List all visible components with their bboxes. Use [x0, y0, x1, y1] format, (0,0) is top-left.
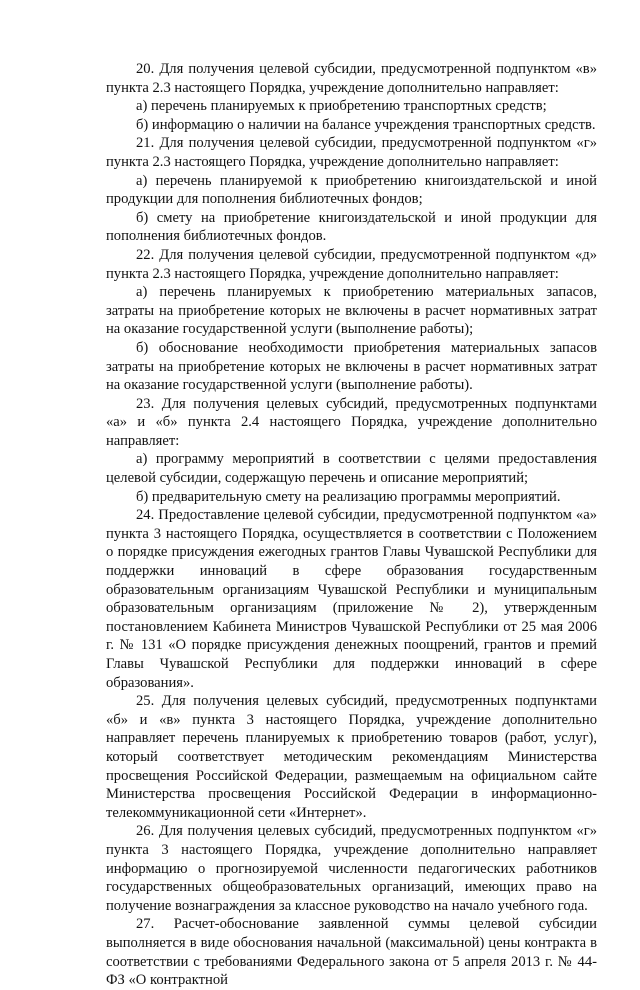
paragraph-24: 24. Предоставление целевой субсидии, предусмотренной подпунктом «а» пункта 3 настоящего Порядка, осуществляется в соответствии с Положением о порядке присуждения ежегодных грантов Главы Чувашской Республики для поддержки инноваций в сфере образования государственным образовательным организациям Чувашской Республики и муниципальным образовательным организациям (приложение № 2), утвержденным постановлением Кабинета Министров Чувашской Республики от 25 мая 2006 г. № 131 «О порядке присуждения денежных поощрений, грантов и премий Главы Чувашской Республики для поддержки инноваций в сфере образования».	[106, 507, 597, 691]
paragraph-23: 23. Для получения целевых субсидий, предусмотренных подпунктами «а» и «б» пункта 2.4 настоящего Порядка, учреждение дополнительно направляет:	[106, 395, 597, 449]
paragraph-20: 20. Для получения целевой субсидии, предусмотренной подпунктом «в» пункта 2.3 настоящего Порядка, учреждение дополнительно направляет:	[106, 61, 597, 96]
paragraph-26: 26. Для получения целевых субсидий, предусмотренных подпунктом «г» пункта 3 настоящего Порядка, учреждение дополнительно направляет информацию о прогнозируемой численности педагогических работников государственных общеобразовательных организаций, имеющих право на получение вознаграждения за классное руководство на начало учебного года.	[106, 823, 597, 914]
paragraph-21a: а) перечень планируемой к приобретению книгоиздательской и иной продукции для пополнения библиотечных фондов;	[106, 172, 597, 208]
paragraph-27: 27. Расчет-обоснование заявленной суммы целевой субсидии выполняется в виде обоснования начальной (максимальной) цены контракта в соответствии с требованиями Федерального закона от 5 апреля 2013 г. № 44-ФЗ «О контрактной	[106, 916, 597, 989]
paragraph-20b: б) информацию о наличии на балансе учреждения транспортных средств.	[136, 116, 596, 133]
paragraph-23a: а) программу мероприятий в соответствии с целями предоставления целевой субсидии, содержащую перечень и описание мероприятий;	[106, 451, 597, 487]
paragraph-22: 22. Для получения целевой субсидии, предусмотренной подпунктом «д» пункта 2.3 настоящего Порядка, учреждение дополнительно направляет:	[106, 246, 597, 282]
paragraph-23b: б) предварительную смету на реализацию программы мероприятий.	[136, 488, 561, 505]
paragraph-20a: а) перечень планируемых к приобретению транспортных средств;	[136, 98, 547, 115]
paragraph-22a: а) перечень планируемых к приобретению материальных запасов, затраты на приобретение которых не включены в расчет нормативных затрат на оказание государственной услуги (выполнение работы);	[106, 284, 597, 338]
document-body	[106, 60, 597, 990]
paragraph-21b: б) смету на приобретение книгоиздательской и иной продукции для пополнения библиотечных фондов.	[106, 209, 597, 245]
paragraph-22b: б) обоснование необходимости приобретения материальных запасов затраты на приобретение которых не включены в расчет нормативных затрат на оказание государственной услуги (выполнение работы).	[106, 339, 597, 394]
paragraph-25: 25. Для получения целевых субсидий, предусмотренных подпунктами «б» и «в» пункта 3 настоящего Порядка, учреждение дополнительно направляет перечень планируемых к приобретению товаров (работ, услуг), который соответствует методическим рекомендациям Министерства просвещения Российской Федерации, размещаемым на официальном сайте Министерства просвещения Российской Федерации в информационно-телекоммуникационной сети «Интернет».	[106, 693, 597, 821]
paragraph-21: 21. Для получения целевой субсидии, предусмотренной подпунктом «г» пункта 2.3 настоящего Порядка, учреждение дополнительно направляет:	[106, 135, 597, 170]
